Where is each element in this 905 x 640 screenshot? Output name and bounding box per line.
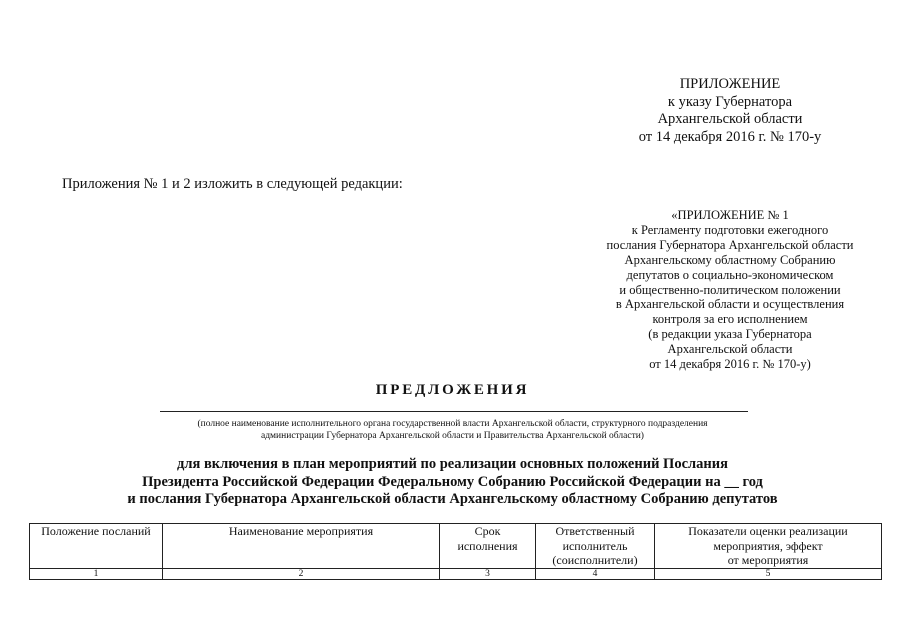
header-text: Показатели оценки реализации	[688, 524, 848, 538]
annex-line: Архангельскому областному Собранию	[624, 252, 836, 267]
subtitle-line: и послания Губернатора Архангельской области Архангельскому областному Собранию депутатов	[127, 491, 778, 508]
column-header	[163, 524, 440, 569]
header-text: Положение посланий	[41, 524, 151, 538]
header-text: от мероприятия	[727, 553, 809, 567]
subtitle-line: для включения в план мероприятий по реализации основных положений Послания	[177, 456, 728, 472]
annex-line: контроля за его исполнением	[652, 312, 808, 327]
column-number: 2	[163, 568, 440, 579]
header-line: к указу Губернатора	[667, 93, 793, 110]
approval-header	[600, 76, 860, 146]
header-text: исполнения	[457, 538, 518, 553]
header-line: ПРИЛОЖЕНИЕ	[679, 76, 781, 92]
header-text: Срок	[474, 524, 501, 538]
column-number: 1	[30, 568, 163, 579]
annex-line: депутатов о социально-экономическом	[626, 267, 834, 282]
proposals-table	[29, 523, 882, 580]
document-subtitle	[0, 456, 905, 509]
column-number: 3	[440, 568, 536, 579]
column-number: 4	[536, 568, 655, 579]
annex-line: «ПРИЛОЖЕНИЕ № 1	[671, 208, 789, 222]
annex-line: Архангельской области	[667, 342, 793, 357]
header-text: исполнитель	[562, 538, 628, 553]
header-line: Архангельской области	[657, 111, 803, 127]
annex-line: (в редакции указа Губернатора	[648, 327, 812, 342]
header-text: Наименование мероприятия	[228, 524, 374, 538]
table-header-row	[30, 524, 882, 569]
column-header	[536, 524, 655, 569]
annex-line: и общественно-политическом положении	[619, 282, 841, 297]
column-header	[655, 524, 882, 569]
column-header	[30, 524, 163, 569]
header-text: (соисполнители)	[552, 553, 638, 567]
header-text: мероприятия, эффект	[713, 538, 823, 553]
annex-line: в Архангельской области и осуществления	[615, 297, 845, 312]
document-title: ПРЕДЛОЖЕНИЯ	[375, 382, 530, 398]
subtitle-line: Президента Российской Федерации Федеральному Собранию Российской Федерации на __ год	[142, 473, 763, 490]
caption-line: администрации Губернатора Архангельской области и Правительства Архангельской области)	[261, 430, 644, 441]
annex-header	[580, 208, 880, 372]
header-text: Ответственный	[555, 524, 635, 538]
fill-in-line	[160, 411, 748, 412]
column-header	[440, 524, 536, 569]
fill-in-line-caption	[130, 419, 775, 442]
column-number-row	[30, 568, 882, 579]
caption-line: (полное наименование исполнительного органа государственной власти Архангельской области, структурного подразделения	[197, 419, 708, 429]
annex-line: от 14 декабря 2016 г. № 170-у)	[649, 357, 811, 372]
header-line: от 14 декабря 2016 г. № 170-у	[638, 128, 822, 145]
annex-line: к Регламенту подготовки ежегодного	[631, 222, 829, 237]
annex-line: послания Губернатора Архангельской области	[606, 237, 854, 252]
column-number: 5	[655, 568, 882, 579]
intro-text: Приложения № 1 и 2 изложить в следующей редакции:	[62, 176, 403, 192]
